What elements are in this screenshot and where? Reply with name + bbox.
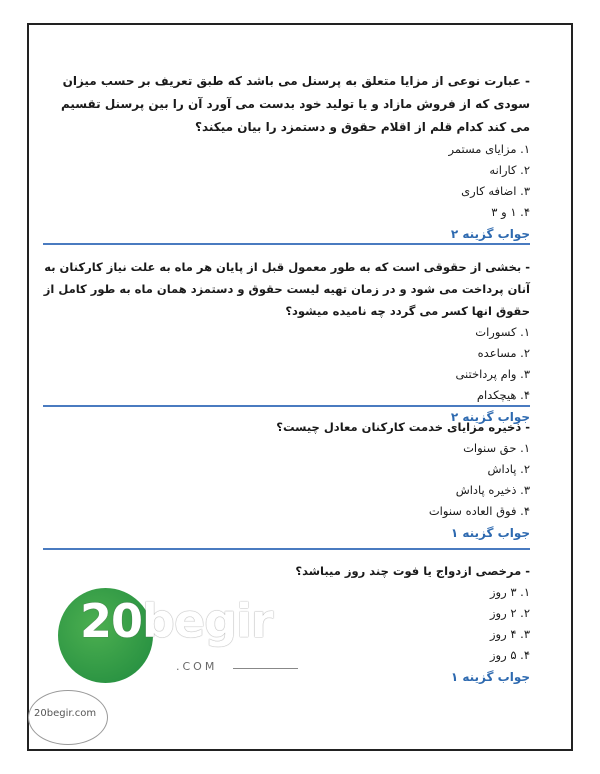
question-text: - عبارت نوعی از مزایا متعلق به پرسنل می باشد که طبق تعریف بر حسب میزان سودی که از فروش مازاد و یا تولید خود بدست می آورد آن را بین پرسنل تقسیم می کند کدام قلم از اقلام حقوق و دستمزد را بیان میکند؟ (61, 74, 530, 134)
question-text: - ذخیره مزایای خدمت کارکنان معادل چیست؟ (276, 420, 530, 434)
option-3: ۳. ۴ روز (489, 627, 530, 641)
option-4: ۴. ۵ روز (489, 648, 530, 662)
option-4: ۴. فوق العاده سنوات (428, 504, 530, 518)
option-3: ۳. اضافه کاری (461, 184, 530, 198)
answer-line: جواب گزینه ۱ (450, 670, 530, 684)
option-4: ۴. هیچکدام (476, 388, 530, 402)
answer-line: جواب گزینه ۲ (450, 227, 530, 241)
stamp-text: 20begir.com (34, 708, 97, 719)
option-3: ۳. وام پرداختنی (455, 367, 530, 381)
option-3: ۳. ذخیره پاداش (455, 483, 530, 497)
question-text: - مرخصی ازدواج یا فوت چند روز میباشد؟ (295, 564, 530, 578)
option-1: ۱. ۳ روز (489, 585, 530, 599)
logo-com: .COM (176, 660, 218, 673)
answer-line: جواب گزینه ۲ (450, 410, 530, 424)
question-2 (43, 256, 530, 428)
divider-1 (43, 243, 530, 245)
watermark-logo (58, 588, 298, 683)
logo-underline (233, 668, 298, 669)
question-text: - بخشی از حقوقی است که به طور معمول قبل از پایان هر ماه به علت نیاز کارکنان به آنان پرداخت می شود و در زمان تهیه لیست حقوق و دستمزد همان ماه به طور کامل از حقوق انها کسر می گردد چه نامیده میشود؟ (43, 260, 530, 318)
option-1: ۱. حق سنوات (463, 441, 530, 455)
option-1: ۱. مزایای مستمر (448, 142, 530, 156)
option-4: ۴. ۱ و ۳ (491, 205, 530, 219)
answer-line: جواب گزینه ۱ (450, 526, 530, 540)
option-2: ۲. مساعده (477, 346, 530, 360)
logo-text: 20begir (80, 594, 273, 648)
option-2: ۲. ۲ روز (489, 606, 530, 620)
option-2: ۲. کارانه (489, 163, 530, 177)
divider-3 (43, 548, 530, 550)
divider-2 (43, 405, 530, 407)
option-2: ۲. پاداش (487, 462, 530, 476)
option-1: ۱. کسورات (475, 325, 530, 339)
question-3 (43, 416, 530, 544)
question-1 (43, 70, 530, 245)
